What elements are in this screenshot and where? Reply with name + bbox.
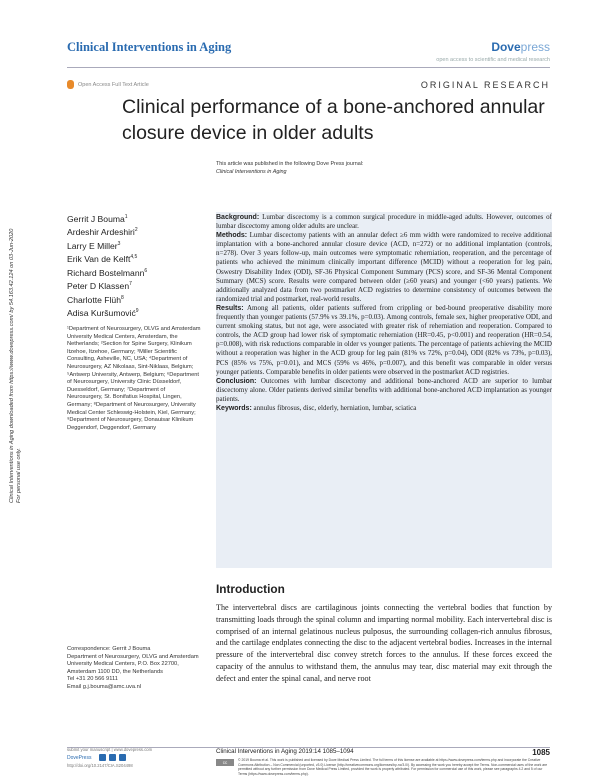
author-list [67,212,147,320]
personal-use-note: For personal use only. [16,448,22,503]
linkedin-icon[interactable] [119,754,126,761]
author[interactable]: Charlotte Flüh$^8$ [67,294,124,305]
citation: Clinical Interventions in Aging 2019:14 1085–1094 [216,748,354,755]
cc-license-icon[interactable]: cc [216,759,234,766]
facebook-icon[interactable] [99,754,106,761]
author[interactable]: Gerrit J Bouma$^1$ [67,213,128,224]
affiliations: ¹Department of Neurosurgery, OLVG and Amsterdam University Medical Centers, Amsterdam, the Netherlands; ²Section for Spine Surgery, Klinikum Itzehoe, Itzehoe, Germany; ³Miller Scientific Consulting, Asheville, NC, USA; ⁴Department of Neurosurgery, AZ Nikolaas, Sint-Niklaas, Belgium; ⁵Antwerp University, Antwerp, Belgium; ⁶Department of Neurosurgery, University Clinic Düsseldorf, Duesseldorf, Germany; ⁷Department of Neurosurgery, St. Bonifatius Hospital, Lingen, Germany; ⁸Department of Neurosurgery, University Medical Center Schleswig-Holstein, Kiel, Germany; ⁹Department of Neurosurgery, Donauisar Klinikum Deggendorf, Deggendorf, Germany [67,326,201,431]
dovepress-logo[interactable]: DovePress [67,754,92,761]
publisher-tagline: open access to scientific and medical research [436,57,550,63]
abstract-background-section: Background: Lumbar discectomy is a common surgical procedure in middle-aged adults. However, outcomes of lumbar discectomy among older adults are unclear. [216,213,553,231]
keywords: Keywords: annulus fibrosus, disc, elderly, herniation, lumbar, sciatica [216,403,417,412]
submit-link[interactable]: submit your manuscript | www.dovepress.com [67,747,153,752]
publisher-name: Dove [491,40,521,54]
correspondence: Correspondence: Gerrit J Bouma Department of Neurosurgery, OLVG and Amsterdam University Medical Centers, P.O. Box 22700, Amsterdam 1100 DD, the Netherlands Tel +31 20 566 9111 Email g.j.bouma@amc.uva.nl [67,646,199,690]
footer-links [67,746,152,770]
page-number: 1085 [532,748,550,757]
author[interactable]: Adisa Kuršumović$^9$ [67,308,139,319]
author[interactable]: Erik Van de Kelft$^{4,5}$ [67,254,138,265]
open-access-label [67,80,149,89]
author[interactable]: Richard Bostelmann$^6$ [67,267,148,278]
license-text: © 2019 Bouma et al. This work is published and licensed by Dove Medical Press Limited. The full terms of this license are available at https://www.dovepress.com/terms.php and incorporate the Creative Commons Attribution – Non Commercial (unported, v3.0) License (http://creativecommons.org/licenses/by-nc/3.0/). By accessing the work you hereby accept the Terms. Non-commercial uses of the work are permitted without any further permission from Dove Medical Press Limited, provided the work is properly attributed. For permission for commercial use of this work, please see paragraphs 4.2 and 5 of our Terms (https://www.dovepress.com/terms.php). [238,758,548,776]
doi-link[interactable]: http://doi.org/10.2147/CIA.S204498 [67,763,133,768]
publication-note-journal: Clinical Interventions in Aging [216,169,287,175]
author[interactable]: Larry E Miller$^3$ [67,240,121,251]
abstract-methods-section: Methods: Lumbar discectomy patients with an annular defect ≥6 mm width were randomized to receive additional implantation with a bone-anchored annular closure device (ACD, n=272) or no additional implantation (controls, n=278). Over 3 years follow-up, main outcomes were symptomatic reherniation, reoperation, and the percentage of patients who achieved the minimum clinically important difference (MCID) without a reoperation for leg pain, Oswestry Disability Index (ODI), SF-36 Physical Component Summary (PCS) score, and SF-36 Mental Component Summary (MCS) score. Results were compared between older (≥60 years) and younger (<60 years) patients. We additionally analyzed data from two postmarket ACD registries to determine consistency of outcomes between the randomized trial and postmarket, real-world results. [216,231,552,303]
author[interactable]: Peter D Klassen$^7$ [67,281,132,292]
publication-note-line: This article was published in the following Dove Press journal: [216,161,364,167]
download-watermark [4,168,22,508]
publisher-logo[interactable] [436,40,550,63]
article-title: Clinical performance of a bone-anchored annular closure device in older adults [122,96,545,144]
open-access-icon [67,80,74,89]
header-divider [67,67,550,68]
publisher-name-suffix: press [520,40,550,54]
journal-name: Clinical Interventions in Aging [67,40,232,54]
introduction-body: The intervertebral discs are cartilaginous joints connecting the vertebral bodies that function by transmitting loads through the spinal column and imparting normal mobility. Each intervertebral disc is comprised of an internal gelatinous nucleus pulposus, the surrounding collagen-rich annulus fibrosus, and the cartilage endplates connecting the disc to the adjacent vertebral bodies. Increases in the internal pressure of the intervertebral disc convey stretch forces to the annulus. If these forces exceed the capacity of the annulus to withstand them, the annulus may tear, disc material may exit through the defect and enter the spinal canal, and nerve root [216,603,552,683]
author[interactable]: Ardeshir Ardeshiri$^2$ [67,227,138,238]
publication-note [216,160,363,176]
article-type: ORIGINAL RESEARCH [420,80,550,90]
open-access-text: Open Access Full Text Article [78,81,149,88]
abstract-results-section: Results: Among all patients, older patients suffered from crippling or bed-bound preoperative disability more frequently than younger patients (57.9% vs 39.1%, p=0.03). Among controls, female sex, higher preoperative ODI, and current smoking status, but not age, were associated with greater risk of reherniation and reoperation. Compared to controls, the ACD group had lower risk of symptomatic reherniation (HR=0.45, p<0.001) and reoperation (HR=0.54, p=0.008), with risk reductions comparable in older vs younger patients. The percentage of patients achieving the MCID without a reoperation was higher in the ACD group for leg pain (81% vs 72%, p=0.04), ODI (82% vs 73%, p=0.03), PCS (85% vs 75%, p=0.01), and MCS (59% vs 46%, p=0.007), and this benefit was comparable in older versus younger patients. Comparable benefits in older patients were observed in the postmarket ACD registries. [216,303,552,376]
download-watermark-line: Clinical Interventions in Aging downloaded from https://www.dovepress.com/ by 54.163.42.124 on 03-Jun-2020 [9,228,15,503]
twitter-icon[interactable] [109,754,116,761]
introduction-heading: Introduction [216,582,285,596]
abstract-conclusion-section: Conclusion: Outcomes with lumbar discectomy and additional bone-anchored ACD are superior to lumbar discectomy alone. Older patients derived similar benefits with additional bone-anchored ACD implantation as younger patients. [216,376,553,403]
abstract [216,213,552,413]
